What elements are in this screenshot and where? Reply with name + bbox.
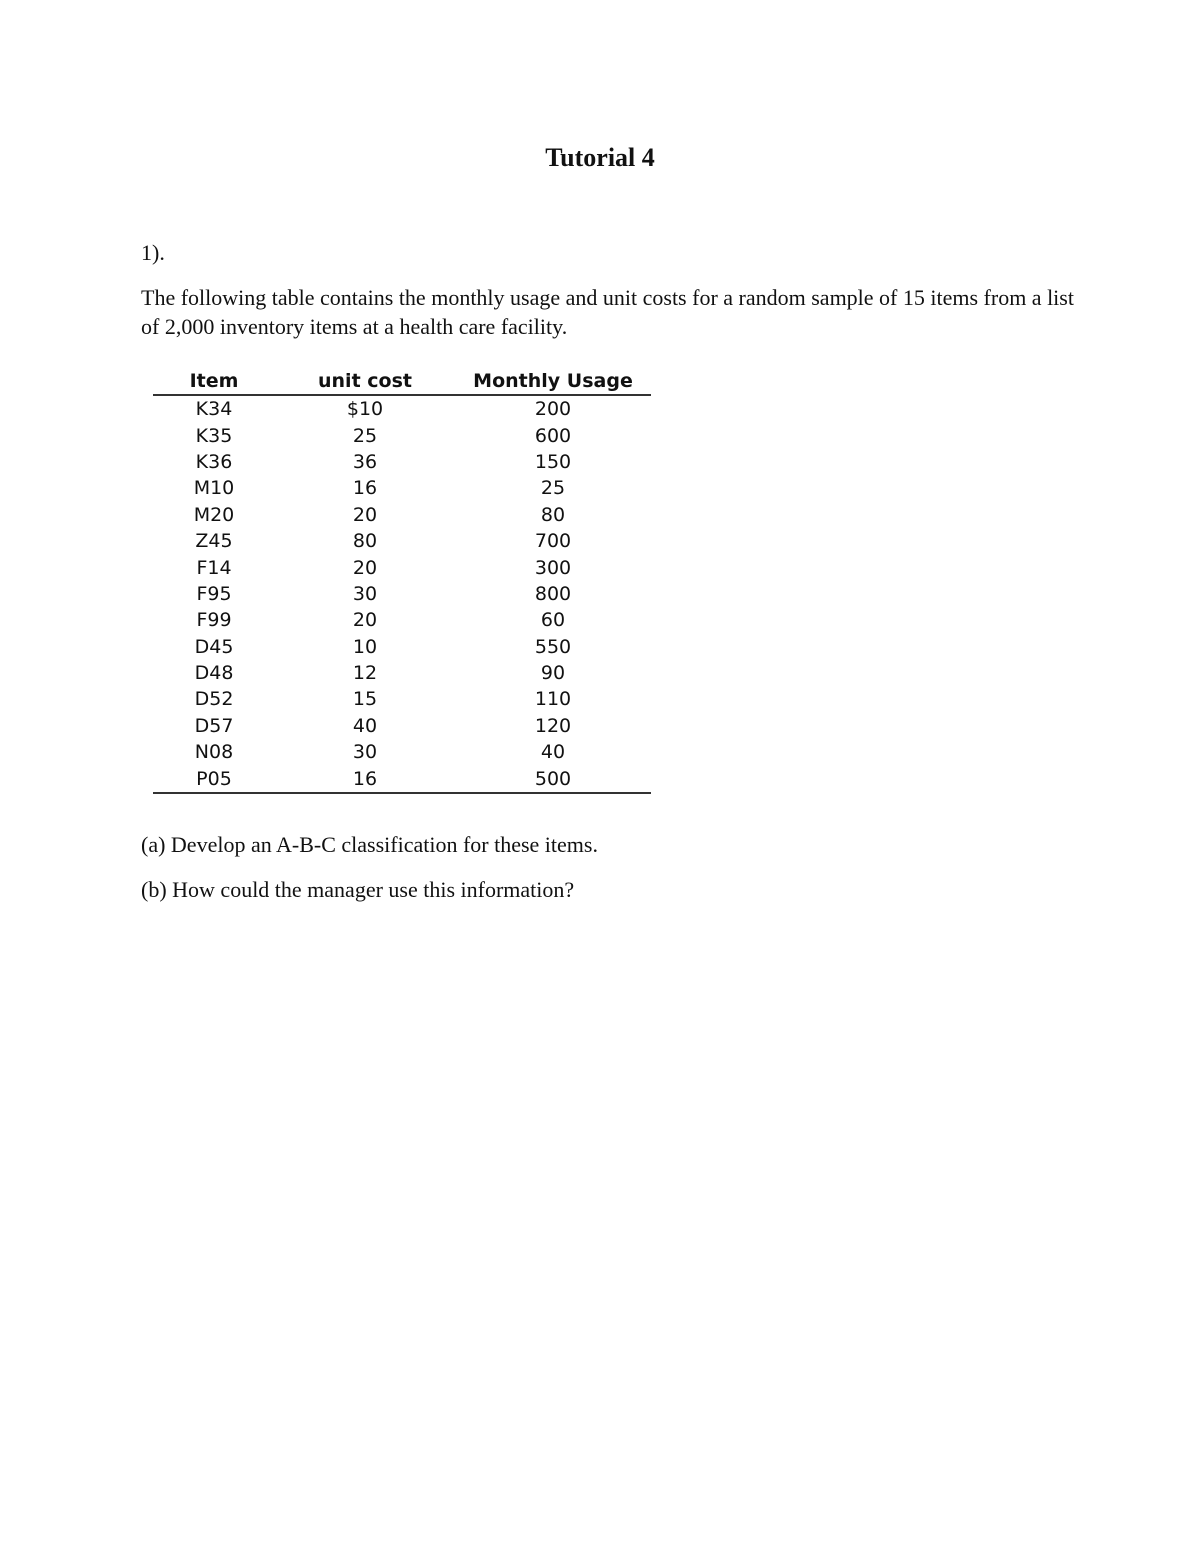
cell-unit-cost: 40 bbox=[352, 714, 378, 737]
cell-unit-cost: 30 bbox=[352, 582, 378, 605]
table-row bbox=[153, 713, 651, 739]
cell-unit-cost: 16 bbox=[275, 765, 455, 792]
cell-unit-cost: 16 bbox=[352, 477, 378, 500]
cell-monthly-usage: 25 bbox=[540, 477, 566, 500]
cell-unit-cost: 36 bbox=[352, 450, 378, 473]
cell-unit-cost: 20 bbox=[352, 503, 378, 526]
cell-item: Z45 bbox=[195, 530, 233, 553]
cell-unit-cost: 25 bbox=[352, 424, 378, 447]
table-row bbox=[153, 422, 651, 448]
header-monthly-usage: Monthly Usage bbox=[455, 368, 651, 395]
table-row bbox=[153, 528, 651, 554]
table-body bbox=[153, 395, 651, 793]
inventory-table-wrapper bbox=[153, 368, 651, 794]
cell-monthly-usage: 200 bbox=[534, 398, 572, 421]
cell-item: D57 bbox=[194, 714, 234, 737]
cell-item: F95 bbox=[196, 582, 232, 605]
cell-monthly-usage: 800 bbox=[534, 582, 572, 605]
cell-monthly-usage: 600 bbox=[534, 424, 572, 447]
table-row bbox=[153, 660, 651, 686]
cell-monthly-usage: 550 bbox=[534, 635, 572, 658]
cell-monthly-usage: 700 bbox=[534, 530, 572, 553]
question-b: (b) How could the manager use this information? bbox=[141, 877, 575, 902]
cell-item: D45 bbox=[194, 635, 234, 658]
inventory-table bbox=[153, 368, 651, 794]
cell-unit-cost: 20 bbox=[352, 556, 378, 579]
cell-item: M10 bbox=[193, 477, 235, 500]
table-row bbox=[153, 395, 651, 422]
table-row bbox=[153, 739, 651, 765]
table-row bbox=[153, 634, 651, 660]
cell-unit-cost: 10 bbox=[352, 635, 378, 658]
page-title: Tutorial 4 bbox=[545, 143, 655, 172]
cell-unit-cost: 80 bbox=[352, 530, 378, 553]
cell-monthly-usage: 300 bbox=[534, 556, 572, 579]
question-number: 1). bbox=[141, 240, 165, 265]
cell-monthly-usage: 150 bbox=[534, 450, 572, 473]
question-a: (a) Develop an A-B-C classification for these items. bbox=[141, 832, 598, 857]
table-row bbox=[153, 765, 651, 792]
table-row bbox=[153, 686, 651, 712]
cell-unit-cost: 15 bbox=[352, 688, 378, 711]
cell-monthly-usage: 110 bbox=[534, 688, 572, 711]
cell-item: K35 bbox=[195, 424, 233, 447]
cell-monthly-usage: 120 bbox=[534, 714, 572, 737]
cell-unit-cost: 12 bbox=[352, 662, 378, 685]
header-item: Item bbox=[153, 368, 275, 395]
cell-item: D48 bbox=[194, 662, 234, 685]
cell-monthly-usage: 40 bbox=[540, 741, 566, 764]
table-row bbox=[153, 502, 651, 528]
table-row bbox=[153, 581, 651, 607]
cell-unit-cost: 20 bbox=[352, 609, 378, 632]
header-unit-cost: unit cost bbox=[275, 368, 455, 395]
question-intro: The following table contains the monthly usage and unit costs for a random sample of 15 items from a list of 2,000 inventory items at a health care facility. bbox=[141, 285, 1074, 339]
cell-item: P05 bbox=[153, 765, 275, 792]
cell-monthly-usage: 60 bbox=[540, 609, 566, 632]
cell-monthly-usage: 90 bbox=[540, 662, 566, 685]
table-row bbox=[153, 475, 651, 501]
cell-unit-cost: $10 bbox=[346, 398, 384, 421]
table-header-row bbox=[153, 368, 651, 395]
table-row bbox=[153, 607, 651, 633]
cell-monthly-usage: 80 bbox=[540, 503, 566, 526]
table-row bbox=[153, 449, 651, 475]
cell-item: M20 bbox=[193, 503, 235, 526]
cell-item: F14 bbox=[196, 556, 232, 579]
cell-item: D52 bbox=[194, 688, 234, 711]
cell-item: K34 bbox=[195, 398, 233, 421]
table-row bbox=[153, 554, 651, 580]
cell-unit-cost: 30 bbox=[352, 741, 378, 764]
cell-item: N08 bbox=[194, 741, 234, 764]
cell-monthly-usage: 500 bbox=[455, 765, 651, 792]
cell-item: K36 bbox=[195, 450, 233, 473]
cell-item: F99 bbox=[196, 609, 232, 632]
